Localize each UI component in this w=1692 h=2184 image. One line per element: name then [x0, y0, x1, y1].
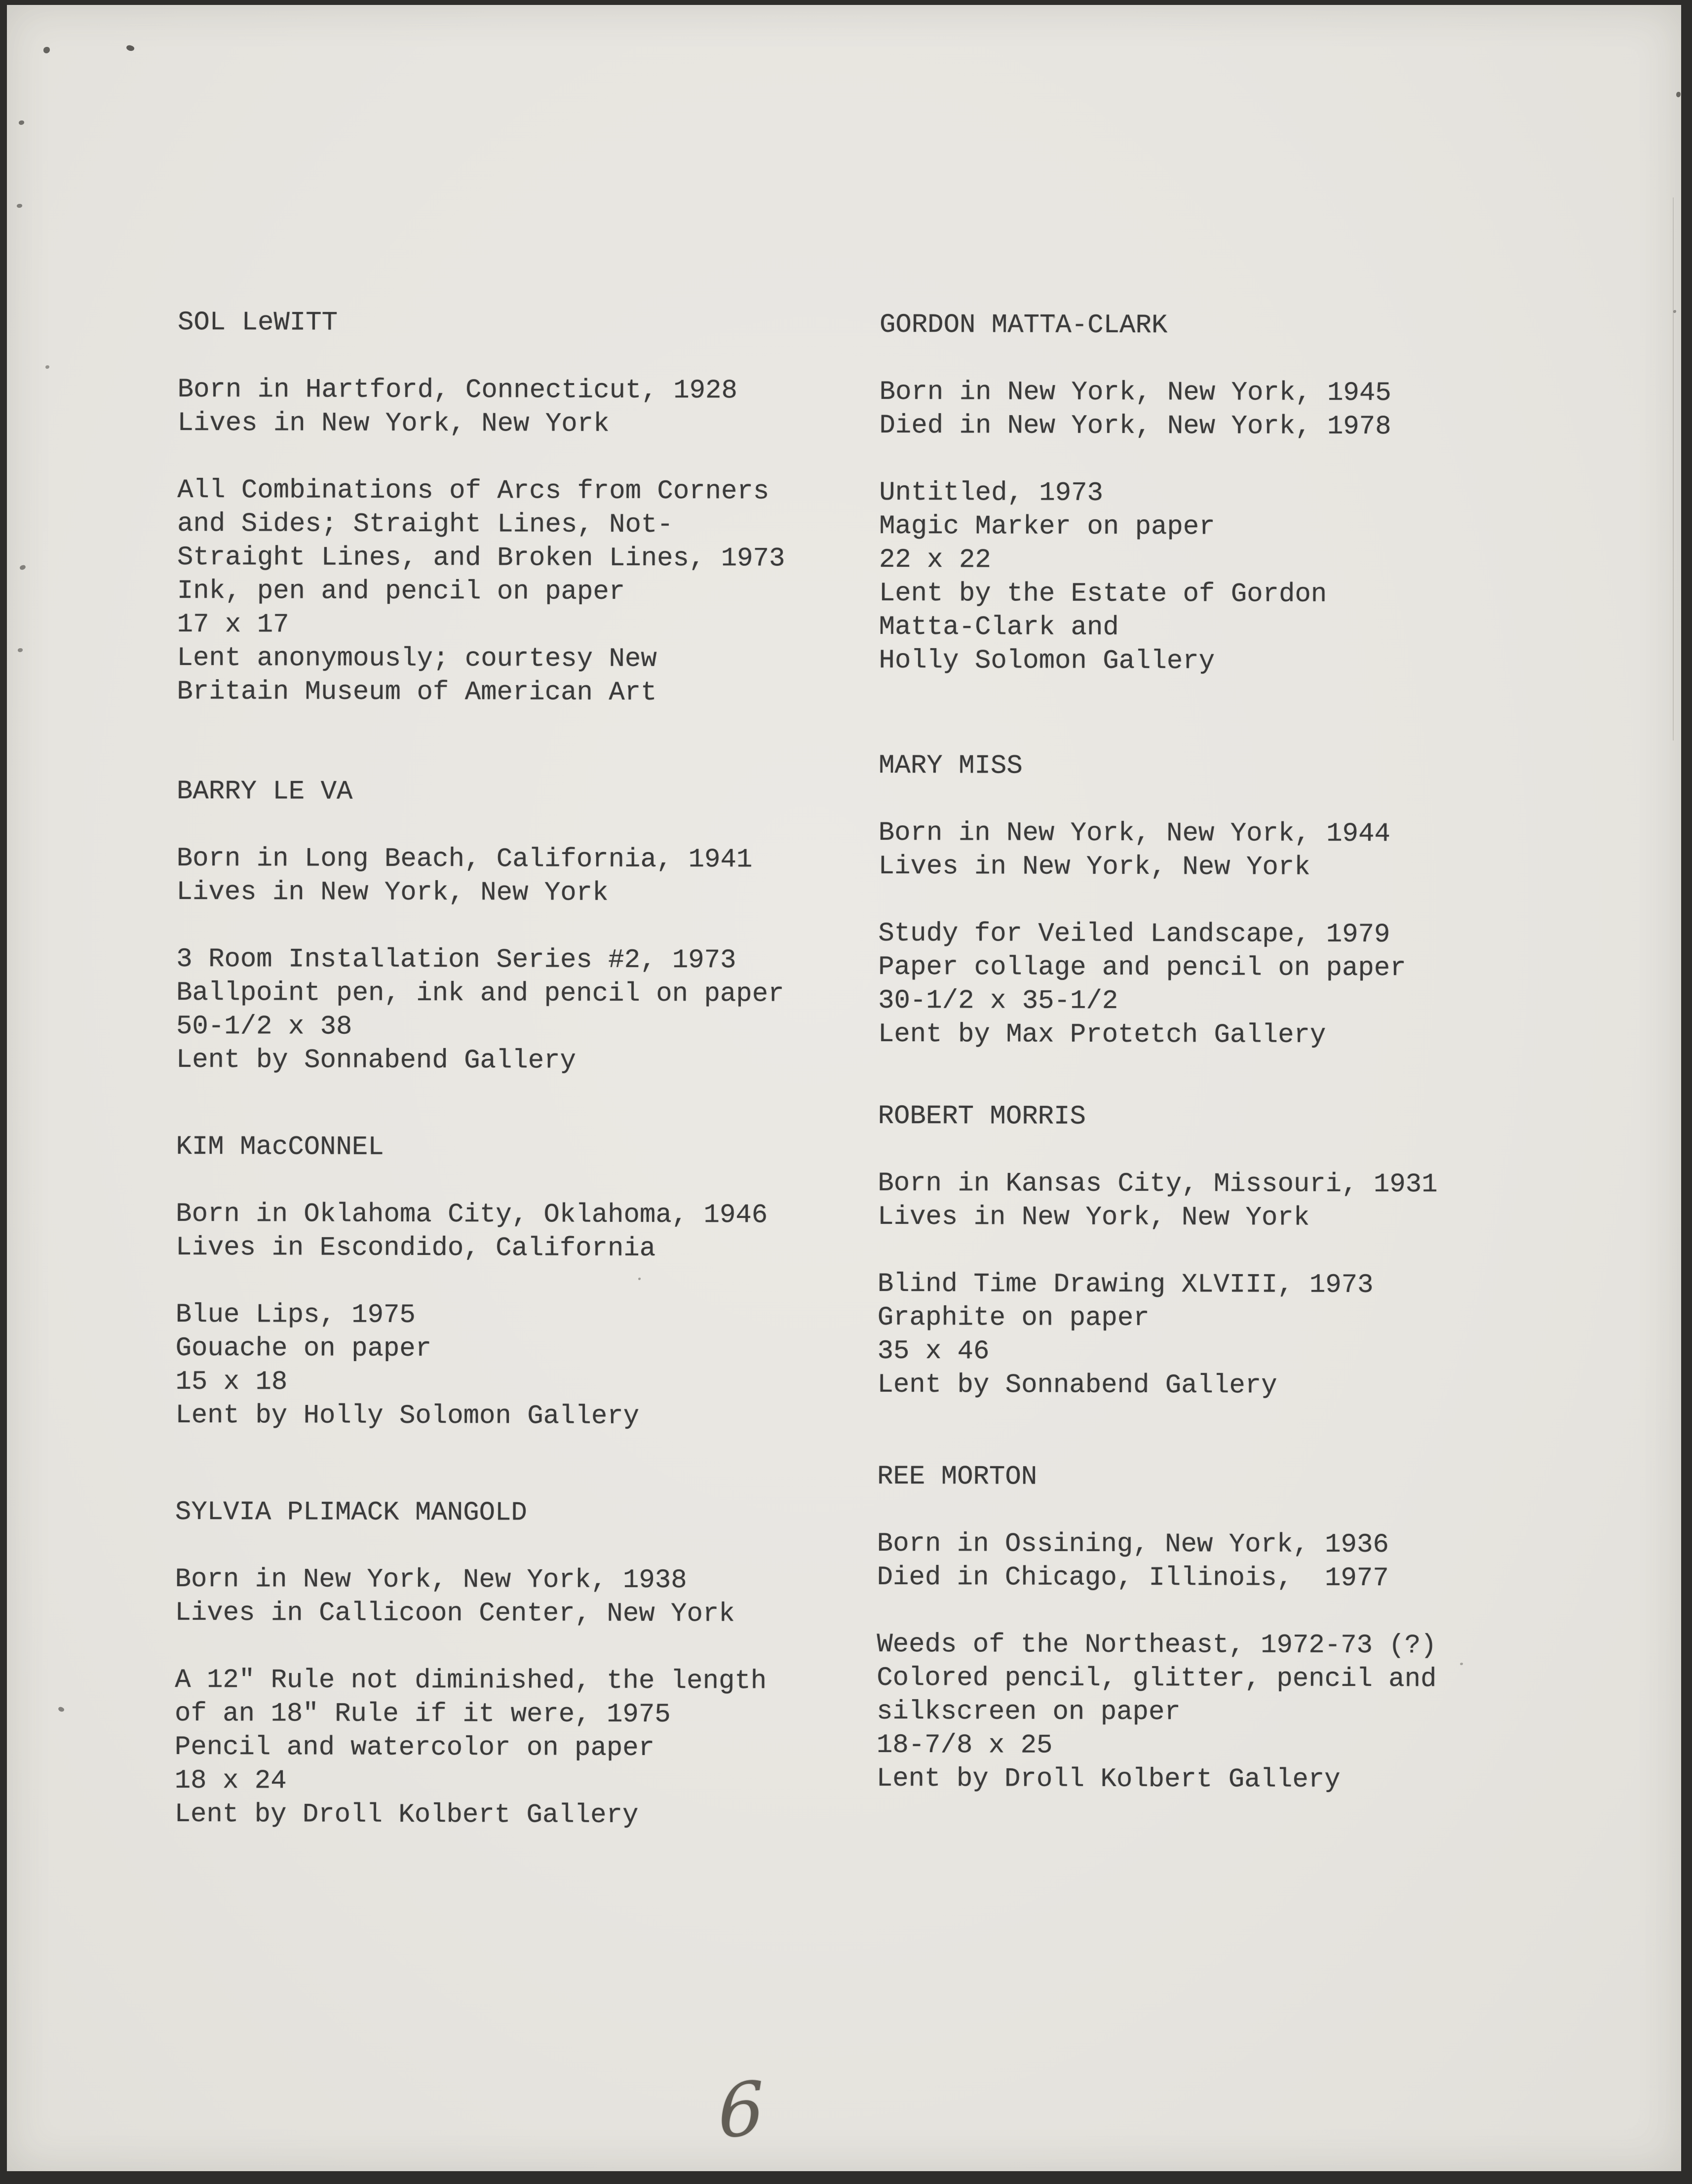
blank-line — [880, 342, 1580, 377]
blank-line — [178, 340, 879, 375]
blank-line — [878, 884, 1579, 919]
work-line: Colored pencil, glitter, pencil and — [877, 1663, 1437, 1695]
work-line: Lent by Sonnabend Gallery — [877, 1369, 1277, 1401]
work-line: Lent by Sonnabend Gallery — [176, 1045, 577, 1076]
work-line: Lent by Holly Solomon Gallery — [175, 1400, 640, 1432]
work-line: Graphite on paper — [877, 1302, 1150, 1334]
work-line: of an 18" Rule if it were, 1975 — [175, 1698, 671, 1730]
work-line: 30-1/2 x 35-1/2 — [878, 985, 1118, 1016]
bio-line: Born in Oklahoma City, Oklahoma, 1946 — [176, 1199, 768, 1231]
work-line: Lent by Max Protetch Gallery — [878, 1019, 1326, 1051]
blank-line — [879, 783, 1579, 818]
work-line: Blue Lips, 1975 — [175, 1299, 416, 1331]
blank-line — [878, 1234, 1578, 1269]
artist-name: KIM MacCONNEL — [176, 1131, 384, 1163]
artist-section — [877, 1100, 1578, 1404]
bio-line: Lives in New York, New York — [878, 1202, 1310, 1233]
work-line: Holly Solomon Gallery — [879, 645, 1215, 677]
artist-name: MARY MISS — [879, 750, 1023, 781]
work-line: Lent anonymously; courtesy New — [177, 643, 657, 675]
work-line: Straight Lines, and Broken Lines, 1973 — [177, 542, 785, 574]
column-left — [174, 0, 879, 1831]
bio-line: Died in Chicago, Illinois, 1977 — [877, 1562, 1389, 1594]
blank-line — [877, 1494, 1578, 1529]
bio-line: Lives in New York, New York — [878, 851, 1310, 883]
blank-line — [176, 1265, 877, 1300]
bio-line: Born in Kansas City, Missouri, 1931 — [878, 1168, 1438, 1200]
artist-section — [878, 749, 1579, 1053]
bio-line: Born in Ossining, New York, 1936 — [877, 1528, 1389, 1560]
work-line: Lent by Droll Kolbert Gallery — [174, 1799, 639, 1831]
artist-section — [176, 775, 878, 1079]
work-line: 18 x 24 — [174, 1765, 287, 1796]
artist-section — [879, 309, 1580, 679]
work-line: Untitled, 1973 — [879, 477, 1104, 508]
work-line: All Combinations of Arcs from Corners — [177, 475, 769, 507]
work-line: and Sides; Straight Lines, Not- — [177, 508, 673, 541]
work-line: 17 x 17 — [177, 609, 289, 640]
artist-name: BARRY LE VA — [176, 776, 353, 807]
work-line: Ballpoint pen, ink and pencil on paper — [176, 977, 784, 1010]
blank-line — [877, 1595, 1577, 1630]
work-line: Gouache on paper — [175, 1333, 432, 1365]
work-line: 22 x 22 — [879, 545, 991, 576]
work-line: 15 x 18 — [175, 1366, 288, 1398]
work-line: Matta-Clark and — [879, 612, 1119, 643]
work-line: Magic Marker on paper — [879, 511, 1215, 543]
work-line: Study for Veiled Landscape, 1979 — [878, 918, 1390, 950]
artist-section — [175, 1131, 877, 1434]
artist-name: SYLVIA PLIMACK MANGOLD — [175, 1497, 527, 1528]
bio-line: Born in New York, New York, 1944 — [878, 818, 1390, 850]
work-line: 18-7/8 x 25 — [876, 1730, 1053, 1761]
blank-line — [175, 1630, 876, 1665]
bio-line: Lives in Callicoon Center, New York — [175, 1598, 735, 1630]
artist-name: REE MORTON — [877, 1461, 1038, 1492]
bio-line: Lives in New York, New York — [177, 408, 610, 439]
bio-line: Died in New York, New York, 1978 — [879, 410, 1391, 442]
work-line: 35 x 46 — [877, 1336, 990, 1367]
artist-section — [175, 1496, 876, 1833]
work-line: Britain Museum of American Art — [177, 676, 657, 708]
bio-line: Lives in New York, New York — [176, 877, 609, 908]
work-line: Pencil and watercolor on paper — [174, 1732, 655, 1764]
blank-line — [175, 1529, 876, 1564]
work-line: Paper collage and pencil on paper — [878, 952, 1406, 984]
work-line: 3 Room Installation Series #2, 1973 — [176, 944, 736, 976]
artist-section — [877, 1460, 1578, 1797]
blank-line — [177, 809, 878, 844]
column-right — [876, 1, 1581, 1795]
blank-line — [879, 443, 1580, 478]
blank-line — [176, 909, 877, 944]
work-line: Weeds of the Northeast, 1972-73 (?) — [877, 1629, 1437, 1661]
blank-line — [176, 1164, 877, 1199]
blank-line — [878, 1133, 1578, 1169]
work-line: A 12" Rule not diminished, the length — [175, 1665, 767, 1697]
work-line: 50-1/2 x 38 — [176, 1011, 352, 1042]
work-line: silkscreen on paper — [877, 1696, 1181, 1728]
bio-line: Born in New York, New York, 1938 — [175, 1564, 687, 1596]
artist-name: SOL LeWITT — [177, 308, 338, 338]
artist-section — [177, 306, 879, 710]
bio-line: Born in Long Beach, California, 1941 — [176, 843, 753, 875]
work-line: Blind Time Drawing XLVIII, 1973 — [877, 1269, 1374, 1301]
bio-line: Lives in Escondido, California — [176, 1232, 656, 1264]
artist-name: ROBERT MORRIS — [878, 1101, 1086, 1132]
page-number: 6 — [716, 2065, 766, 2155]
work-line: Lent by Droll Kolbert Gallery — [876, 1763, 1341, 1795]
bio-line: Born in New York, New York, 1945 — [879, 377, 1391, 409]
work-line: Lent by the Estate of Gordon — [879, 578, 1327, 610]
blank-line — [177, 440, 878, 475]
artist-name: GORDON MATTA-CLARK — [879, 310, 1168, 341]
bio-line: Born in Hartford, Connecticut, 1928 — [177, 374, 737, 406]
work-line: Ink, pen and pencil on paper — [177, 576, 625, 607]
